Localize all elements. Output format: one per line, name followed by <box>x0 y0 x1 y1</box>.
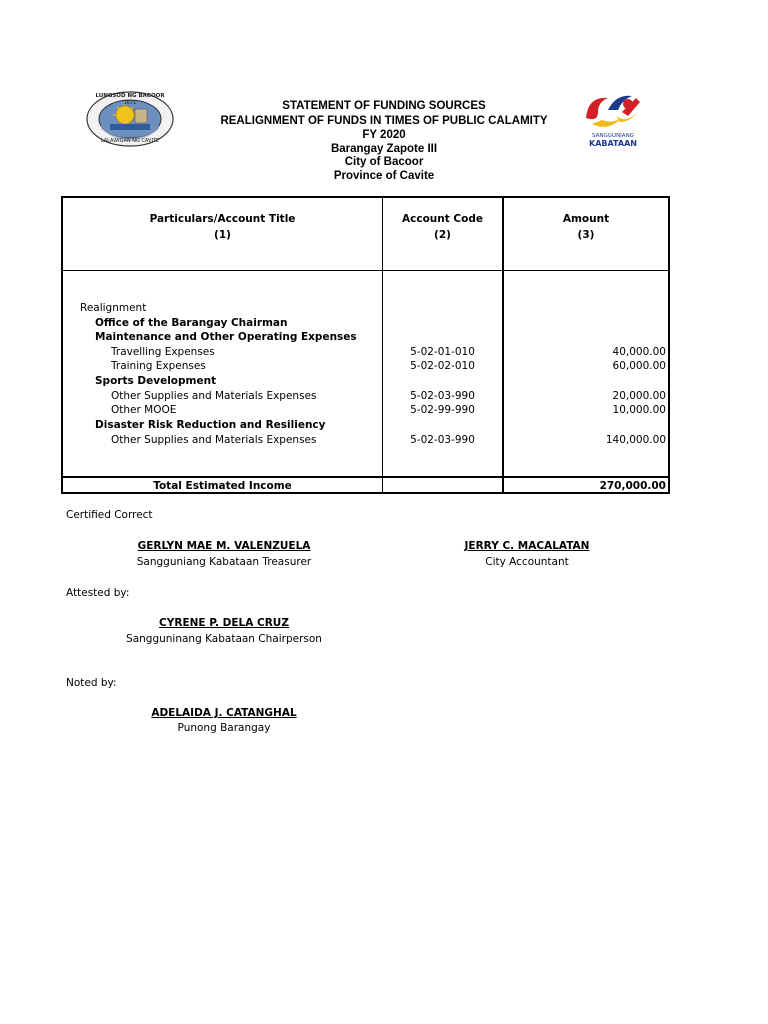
chairperson-name: CYRENE P. DELA CRUZ <box>159 617 289 629</box>
punong-barangay-name: ADELAIDA J. CATANGHAL <box>151 707 297 719</box>
row-label-supplies-sports: Other Supplies and Materials Expenses <box>111 390 317 402</box>
treasurer-title: Sangguniang Kabataan Treasurer <box>136 556 312 568</box>
document-title: STATEMENT OF FUNDING SOURCES <box>282 100 486 112</box>
barangay-name: Barangay Zapote III <box>330 143 438 155</box>
row-code-other-mooe: 5-02-99-990 <box>410 404 475 416</box>
row-label-training: Training Expenses <box>111 360 206 372</box>
row-amount-supplies-sports: 20,000.00 <box>612 390 666 402</box>
row-code-training: 5-02-02-010 <box>410 360 475 372</box>
column-number-particulars: (1) <box>214 229 231 241</box>
total-label: Total Estimated Income <box>153 480 292 492</box>
row-amount-supplies-drrr: 140,000.00 <box>605 434 666 446</box>
row-amount-other-mooe: 10,000.00 <box>612 404 666 416</box>
noted-by-label: Noted by: <box>66 677 117 689</box>
column-header-amount: Amount <box>562 213 610 225</box>
chairperson-title: Sangguninang Kabataan Chairperson <box>126 633 322 645</box>
seal-bottom-text: LALAWIGAN NG CAVITE <box>100 138 160 144</box>
row-code-travelling: 5-02-01-010 <box>410 346 475 358</box>
row-label-sports: Sports Development <box>95 375 217 387</box>
column-header-particulars: Particulars/Account Title <box>149 213 296 225</box>
row-code-supplies-drrr: 5-02-03-990 <box>410 434 475 446</box>
sk-logo-line1: SANGGUNIANG <box>592 133 634 139</box>
column-number-amount: (3) <box>577 229 595 241</box>
total-amount: 270,000.00 <box>599 480 666 492</box>
row-label-mooe: Maintenance and Other Operating Expenses <box>95 331 357 343</box>
fiscal-year: FY 2020 <box>362 129 406 141</box>
treasurer-name: GERLYN MAE M. VALENZUELA <box>137 540 311 552</box>
row-label-travelling: Travelling Expenses <box>111 346 215 358</box>
row-label-realignment: Realignment <box>80 302 147 314</box>
seal-top-text: LUNGSOD NG BACOOR <box>95 93 165 99</box>
city-name: City of Bacoor <box>344 156 424 168</box>
punong-barangay-title: Punong Barangay <box>177 722 271 734</box>
column-number-account-code: (2) <box>434 229 451 241</box>
accountant-name: JERRY C. MACALATAN <box>464 540 590 552</box>
certified-correct-label: Certified Correct <box>66 509 153 521</box>
row-label-drrr: Disaster Risk Reduction and Resiliency <box>95 419 326 431</box>
row-amount-travelling: 40,000.00 <box>612 346 666 358</box>
row-label-other-mooe: Other MOOE <box>111 404 177 416</box>
attested-by-label: Attested by: <box>66 587 130 599</box>
document-subtitle: REALIGNMENT OF FUNDS IN TIMES OF PUBLIC CALAMITY <box>220 115 548 127</box>
row-label-supplies-drrr: Other Supplies and Materials Expenses <box>111 434 317 446</box>
seal-year-text: 1671 <box>123 100 137 106</box>
sk-logo-line2: KABATAAN <box>589 139 637 148</box>
row-amount-training: 60,000.00 <box>612 360 666 372</box>
column-header-account-code: Account Code <box>402 213 483 225</box>
row-code-supplies-sports: 5-02-03-990 <box>410 390 475 402</box>
accountant-title: City Accountant <box>485 556 569 568</box>
row-label-office-chairman: Office of the Barangay Chairman <box>95 317 288 329</box>
province-name: Province of Cavite <box>333 170 435 182</box>
